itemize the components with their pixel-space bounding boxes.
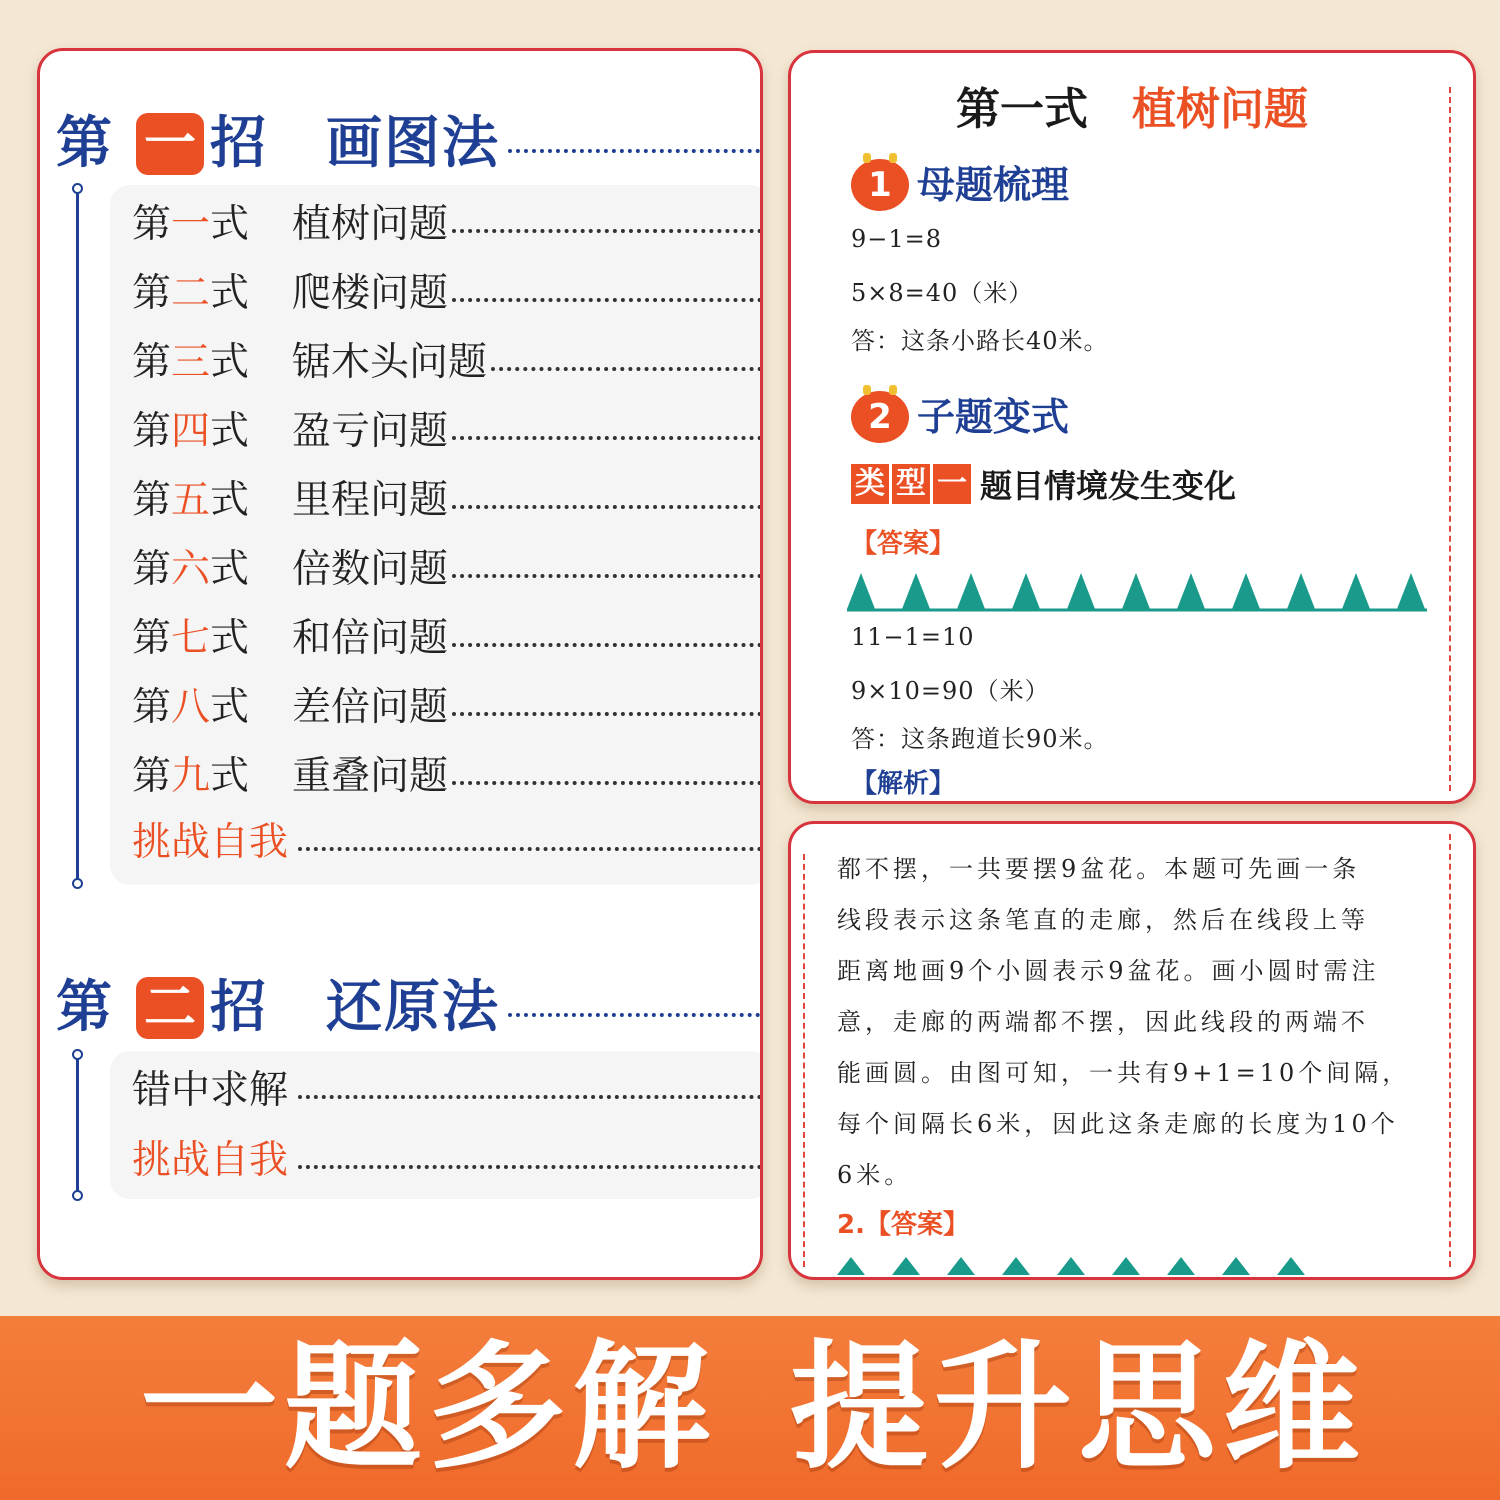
toc-item-label: 倍数问题 (292, 547, 449, 592)
toc-item-error-solving[interactable] (132, 1061, 763, 1121)
tree-icon (1177, 573, 1205, 609)
paragraph-line: 线段表示这条笔直的走廊，然后在线段上等 (837, 906, 1369, 934)
toc-item[interactable] (132, 333, 763, 393)
page-title (791, 73, 1473, 137)
toc-item-number: 第五式 (132, 478, 250, 523)
timeline-end-dot (72, 878, 83, 889)
math-line: 9×10=90（米） (851, 677, 1050, 705)
toc-item-label: 重叠问题 (292, 754, 449, 799)
answer-label: 【答案】 (851, 529, 956, 559)
part-number-badge: 2 (851, 391, 909, 443)
toc-item-label: 盈亏问题 (292, 409, 449, 454)
paragraph-line: 距离地画9个小圆表示9盆花。画小圆时需注 (837, 957, 1380, 985)
toc-item-label: 挑战自我 (132, 820, 289, 865)
timeline-1 (72, 183, 82, 889)
toc-item[interactable] (132, 609, 763, 669)
paragraph-line: 都不摆，一共要摆9盆花。本题可先画一条 (837, 855, 1361, 883)
tree-icon (1397, 573, 1425, 609)
section-dotted-rule (508, 149, 760, 153)
type-box: 型 (892, 464, 930, 504)
type-heading (851, 461, 1236, 505)
analysis-label: 【解析】 (851, 769, 956, 799)
type-box: 类 (851, 464, 889, 504)
tree-icon (1342, 573, 1370, 609)
timeline-start-dot (72, 183, 83, 194)
tree-icon (1057, 1257, 1085, 1275)
toc-list-2 (110, 1051, 763, 1199)
section-title: 画图法 (326, 111, 500, 176)
toc-item-number: 第九式 (132, 754, 250, 799)
leader-dots (452, 712, 762, 716)
answer-line: 答：这条小路长40米。 (851, 327, 1109, 355)
leader-dots (452, 505, 762, 509)
leader-dots (452, 781, 762, 785)
toc-item[interactable] (132, 264, 763, 324)
tree-icon (1277, 1257, 1305, 1275)
leader-dots (452, 298, 762, 302)
slogan-banner (0, 1316, 1500, 1500)
toc-item[interactable] (132, 747, 763, 807)
toc-item-number: 第八式 (132, 685, 250, 730)
section-prefix: 第 (56, 975, 114, 1040)
toc-item-label: 锯木头问题 (292, 340, 488, 385)
tree-icon (892, 1257, 920, 1275)
toc-item-label: 爬楼问题 (292, 271, 449, 316)
toc-item-number: 第四式 (132, 409, 250, 454)
toc-item[interactable] (132, 471, 763, 531)
tree-icon (1287, 573, 1315, 609)
tree-diagram (847, 573, 1447, 623)
analysis-paragraph (837, 844, 1437, 1201)
leader-dots (452, 436, 762, 440)
tree-icon (1112, 1257, 1140, 1275)
type-box: 一 (933, 464, 971, 504)
tree-icon (1067, 573, 1095, 609)
tree-icon (847, 573, 875, 609)
leader-dots (452, 643, 762, 647)
lesson-continuation-card (788, 821, 1476, 1280)
toc-item-number: 第二式 (132, 271, 250, 316)
part-number-badge: 1 (851, 159, 909, 211)
lesson-page-card (788, 50, 1476, 804)
math-line: 11−1=10 (851, 623, 975, 651)
toc-item-label: 错中求解 (132, 1068, 289, 1113)
leader-dots (298, 847, 762, 851)
leader-dots (298, 1165, 762, 1169)
slogan-right: 提升思维 (790, 1327, 1367, 1488)
tree-icon (957, 573, 985, 609)
timeline-start-dot (72, 1049, 83, 1060)
section-dotted-rule (508, 1013, 760, 1017)
tree-icon (1232, 573, 1260, 609)
leader-dots (452, 574, 762, 578)
tree-icon (1122, 573, 1150, 609)
toc-item-challenge[interactable] (132, 1131, 763, 1191)
page-dashed-edge (1449, 87, 1451, 791)
paragraph-line: 意，走廊的两端都不摆，因此线段的两端不 (837, 1008, 1369, 1036)
paragraph-line: 每个间隔长6米，因此这条走廊的长度为10个 (837, 1110, 1399, 1138)
toc-item-label: 和倍问题 (292, 616, 449, 661)
leader-dots (491, 367, 762, 371)
page-dashed-edge-left (803, 854, 805, 1267)
paragraph-line: 能画圆。由图可知，一共有9+1=10个间隔， (837, 1059, 1411, 1087)
section-number-badge: 一 (136, 113, 204, 175)
toc-item-number: 第七式 (132, 616, 250, 661)
part-title: 子题变式 (917, 395, 1070, 439)
section-suffix: 招 (210, 975, 268, 1040)
tree-icon (1012, 573, 1040, 609)
toc-item[interactable] (132, 540, 763, 600)
answer-label: 2.【答案】 (837, 1210, 969, 1240)
tree-icon (902, 573, 930, 609)
math-line: 9−1=8 (851, 225, 943, 253)
toc-item-label: 里程问题 (292, 478, 449, 523)
section-prefix: 第 (56, 111, 114, 176)
tree-icon (1167, 1257, 1195, 1275)
section-header-1 (56, 109, 760, 179)
toc-card (37, 48, 763, 1280)
section-number-badge: 二 (136, 977, 204, 1039)
tree-icon (837, 1257, 865, 1275)
section-header-2 (56, 973, 760, 1043)
paragraph-line: 6米。 (837, 1161, 913, 1189)
section-suffix: 招 (210, 111, 268, 176)
toc-item-number: 第三式 (132, 340, 250, 385)
tree-icon (1222, 1257, 1250, 1275)
type-text: 题目情境发生变化 (980, 467, 1237, 505)
answer-line: 答：这条跑道长90米。 (851, 725, 1109, 753)
toc-item[interactable] (132, 678, 763, 738)
tree-icon (1002, 1257, 1030, 1275)
toc-item[interactable] (132, 195, 763, 255)
part-title: 母题梳理 (917, 163, 1070, 207)
page-dashed-edge (1449, 834, 1451, 1267)
math-line: 5×8=40（米） (851, 279, 1034, 307)
toc-item-label: 差倍问题 (292, 685, 449, 730)
tree-icon (947, 1257, 975, 1275)
toc-list-1 (110, 185, 763, 885)
toc-item[interactable] (132, 402, 763, 462)
page-title-right: 植树问题 (1132, 84, 1308, 135)
tree-diagram-partial (837, 1257, 1357, 1280)
page-title-left: 第一式 (956, 84, 1088, 135)
leader-dots (298, 1095, 762, 1099)
section-title: 还原法 (326, 975, 500, 1040)
timeline-end-dot (72, 1190, 83, 1201)
toc-item-challenge[interactable] (132, 813, 763, 873)
leader-dots (452, 229, 762, 233)
toc-item-label: 植树问题 (292, 202, 449, 247)
timeline-2 (72, 1049, 82, 1201)
slogan-left: 一题多解 (140, 1327, 717, 1488)
toc-item-number: 第六式 (132, 547, 250, 592)
toc-item-label: 挑战自我 (132, 1138, 289, 1183)
toc-item-number: 第一式 (132, 202, 250, 247)
